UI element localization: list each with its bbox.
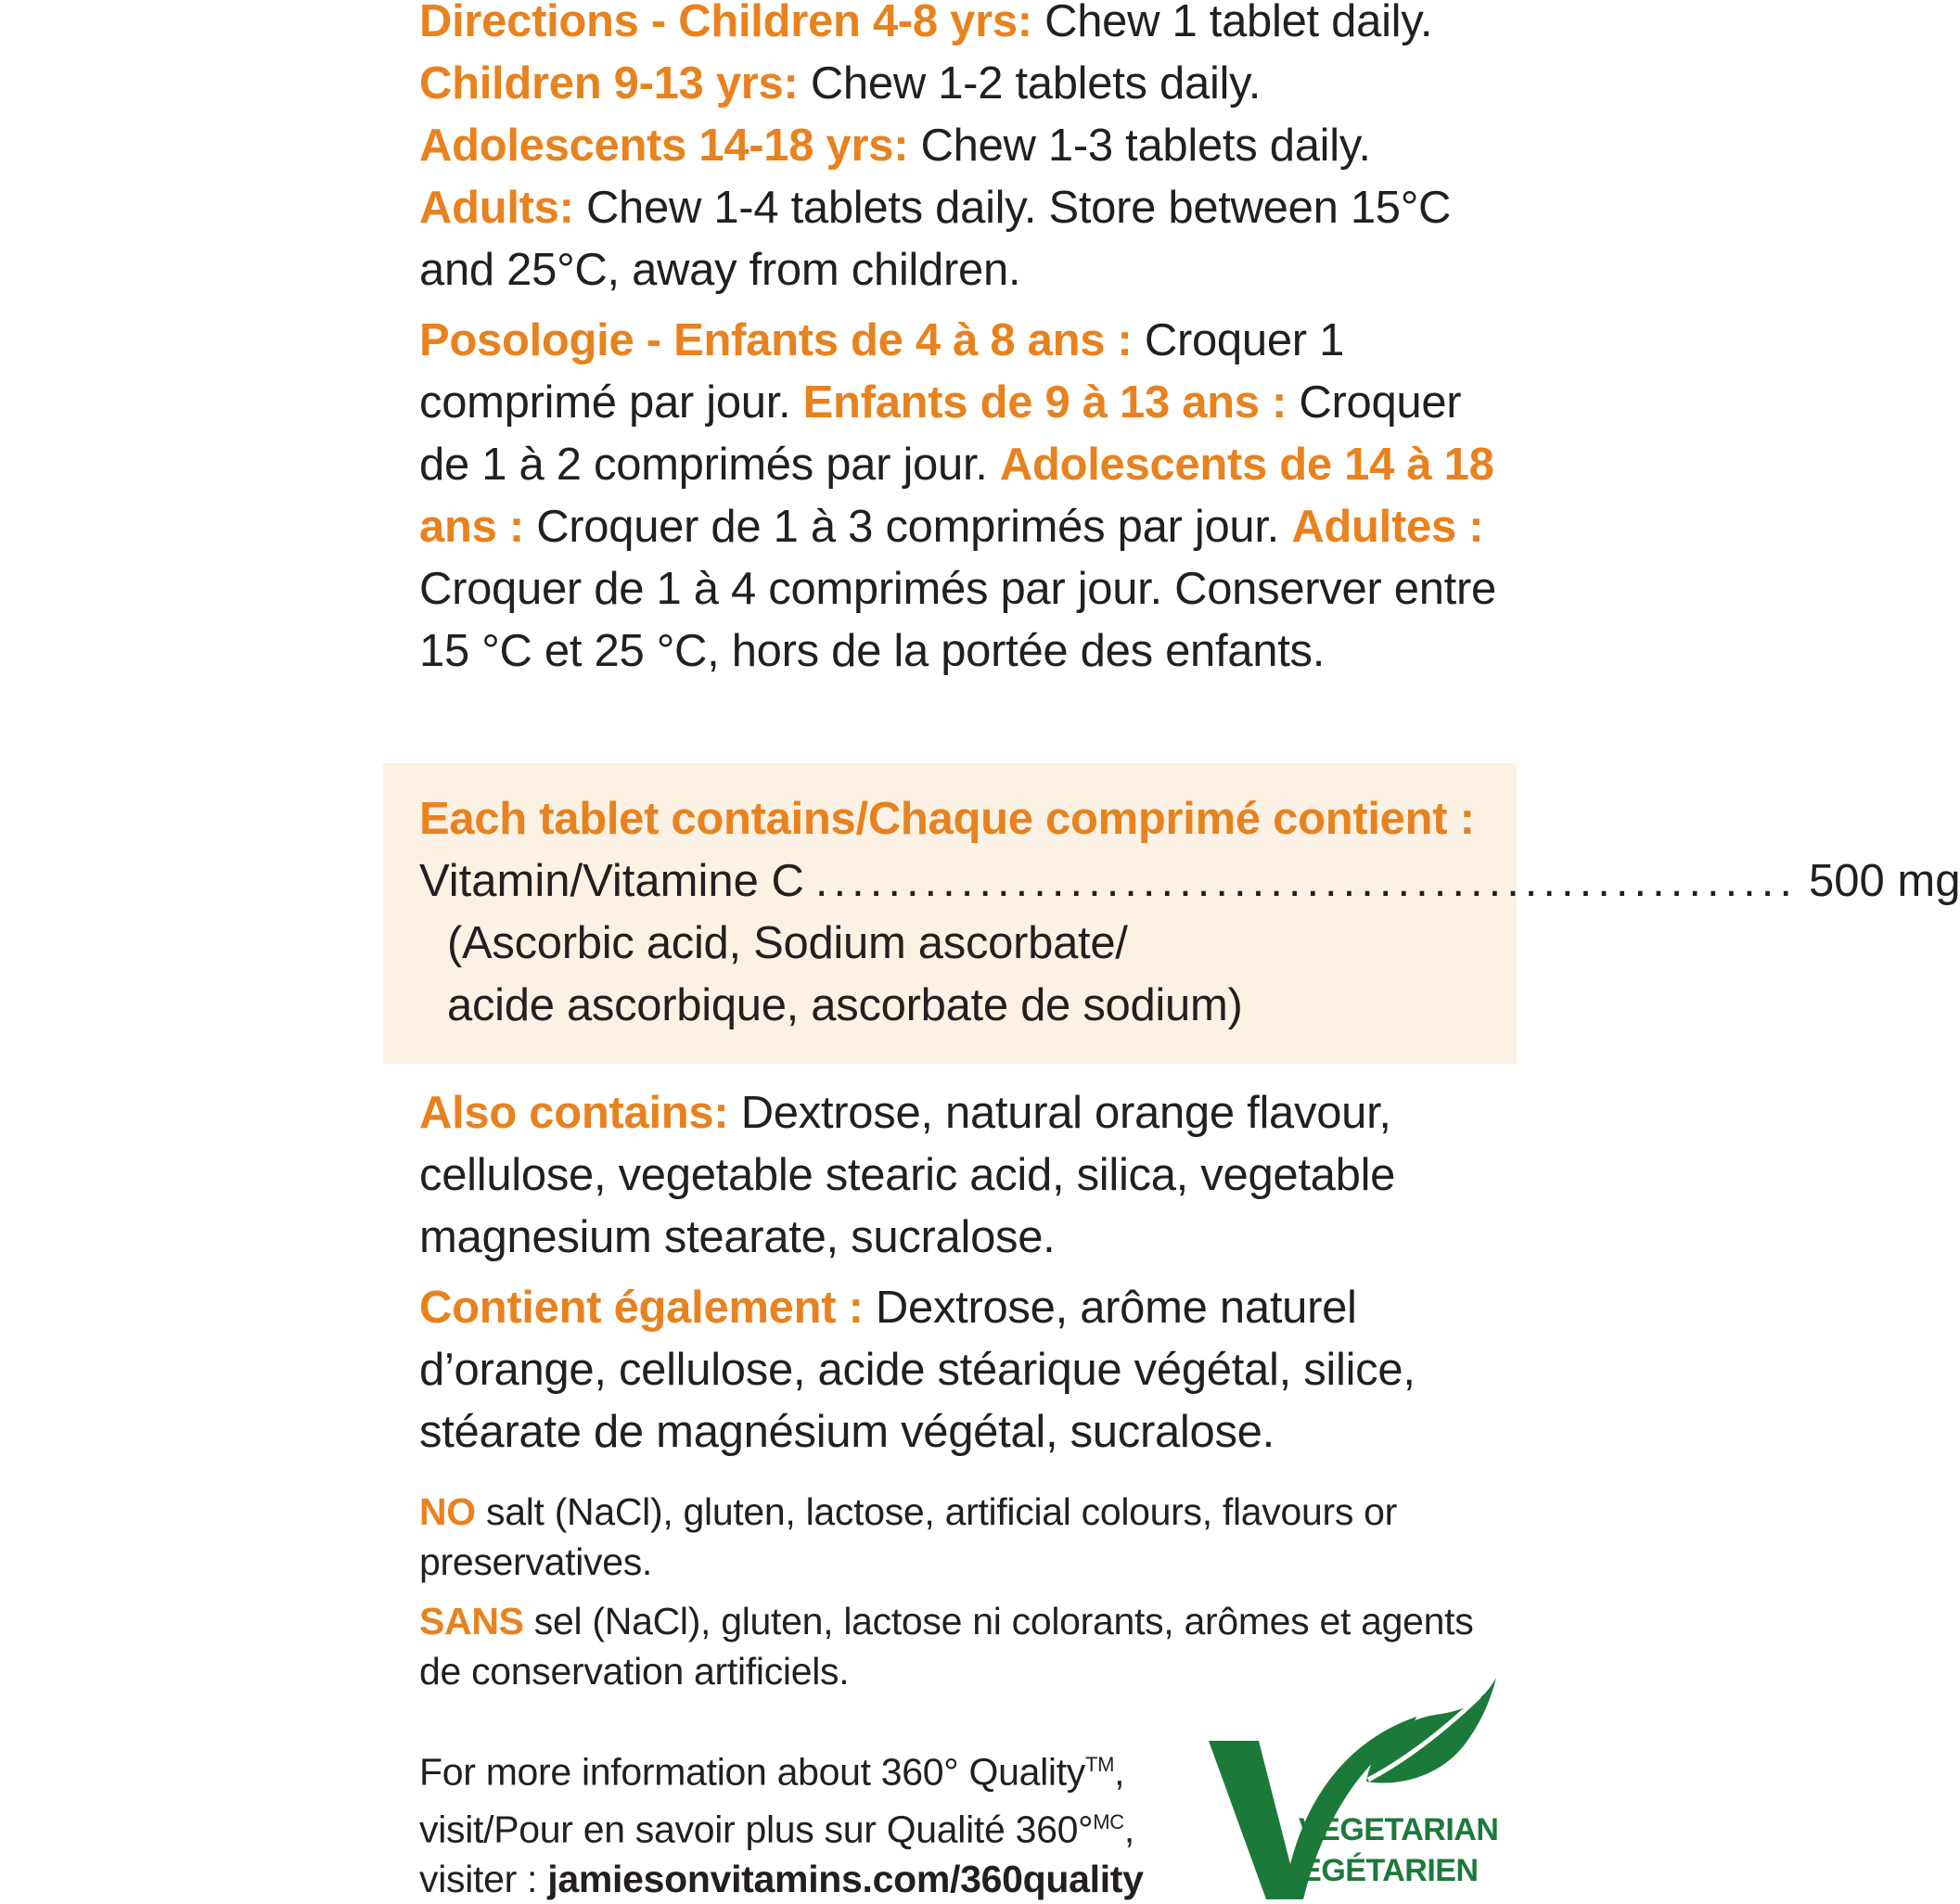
more-info xyxy=(419,1740,1198,1904)
posologie-text-enfants-4-8: Croquer 1 comprimé par jour. xyxy=(419,315,1345,428)
posologie-text-enfants-9-13: Croquer de 1 à 2 comprimés par jour. xyxy=(419,377,1462,490)
also-contains-label: Also contains: xyxy=(419,1088,729,1138)
contient-egalement-label: Contient également : xyxy=(419,1283,864,1333)
directions-text-adults: Chew 1-4 tablets daily. Store between 15°C and 25°C, away from children. xyxy=(419,183,1452,295)
more-info-line-1-end: , xyxy=(1114,1750,1125,1794)
no-text: salt (NaCl), gluten, lactose, artificial colours, flavours or preservatives. xyxy=(419,1490,1398,1583)
posologie-text-adultes: Croquer de 1 à 4 comprimés par jour. Conserver entre 15 °C et 25 °C, hors de la portée des enfants. xyxy=(419,564,1496,676)
also-contains-english xyxy=(419,1082,1523,1269)
quality-url: jamiesonvitamins.com/360quality xyxy=(547,1858,1144,1901)
more-info-line-1: For more information about 360° Quality xyxy=(419,1750,1085,1794)
contient-egalement-text: Dextrose, arôme naturel d’orange, cellulose, acide stéarique végétal, silice, stéarate de magnésium végétal, sucralose. xyxy=(419,1283,1416,1457)
free-from-english xyxy=(419,1487,1523,1587)
vegetarian-fr: VÉGÉTARIEN xyxy=(1280,1853,1479,1888)
directions-label-adolescents: Adolescents 14-18 yrs: xyxy=(419,121,909,171)
vegetarian-badge-text xyxy=(1280,1809,1499,1891)
also-contains-french xyxy=(419,1277,1523,1463)
no-label: NO xyxy=(419,1490,476,1533)
mc-mark: MC xyxy=(1093,1809,1124,1834)
vitamin-c-row xyxy=(419,850,1960,913)
posologie-text-adolescents: Croquer de 1 à 3 comprimés par jour. xyxy=(523,502,1292,552)
posologie-label-adolescents: Adolescents de 14 à 18 ans : xyxy=(419,440,1494,552)
also-contains-text: Dextrose, natural orange flavour, cellulose, vegetable stearic acid, silica, vegetable magnesium stearate, sucralose. xyxy=(419,1088,1396,1262)
posologie-label-adultes: Adultes : xyxy=(1291,502,1484,552)
directions-label-children-4-8: Directions - Children 4-8 yrs: xyxy=(419,0,1032,46)
directions-label-adults: Adults: xyxy=(419,183,574,233)
sources-line-2: acide ascorbique, ascorbate de sodium) xyxy=(447,980,1243,1030)
vitamin-c-sources xyxy=(447,913,1243,1037)
ingredient-name: Vitamin/Vitamine C xyxy=(419,856,804,906)
more-info-line-3: visiter : xyxy=(419,1858,548,1901)
more-info-line-2: visit/Pour en savoir plus sur Qualité 360° xyxy=(419,1808,1094,1851)
ingredient-amount: 500 mg xyxy=(1809,856,1960,906)
posologie-label-enfants-4-8: Posologie - Enfants de 4 à 8 ans : xyxy=(419,315,1133,365)
directions-text-children-4-8: Chew 1 tablet daily. xyxy=(1031,0,1433,46)
leader-dots: ...................................................... xyxy=(814,856,1799,906)
trademark-mark: TM xyxy=(1085,1753,1115,1776)
directions-english xyxy=(419,0,1523,301)
directions-text-adolescents: Chew 1-3 tablets daily. xyxy=(908,121,1371,171)
directions-label-children-9-13: Children 9-13 yrs: xyxy=(419,58,799,109)
sans-text: sel (NaCl), gluten, lactose ni colorants, arômes et agents de conservation artificiels. xyxy=(419,1600,1474,1693)
vegetarian-en: VEGETARIAN xyxy=(1299,1812,1499,1847)
more-info-line-2-end: , xyxy=(1123,1808,1134,1851)
posologie-label-enfants-9-13: Enfants de 9 à 13 ans : xyxy=(802,377,1287,428)
directions-french xyxy=(419,310,1523,683)
sans-label: SANS xyxy=(419,1600,524,1642)
directions-text-children-9-13: Chew 1-2 tablets daily. xyxy=(798,58,1262,109)
contents-heading: Each tablet contains/Chaque comprimé contient : xyxy=(419,794,1475,844)
sources-line-1: (Ascorbic acid, Sodium ascorbate/ xyxy=(447,918,1128,968)
